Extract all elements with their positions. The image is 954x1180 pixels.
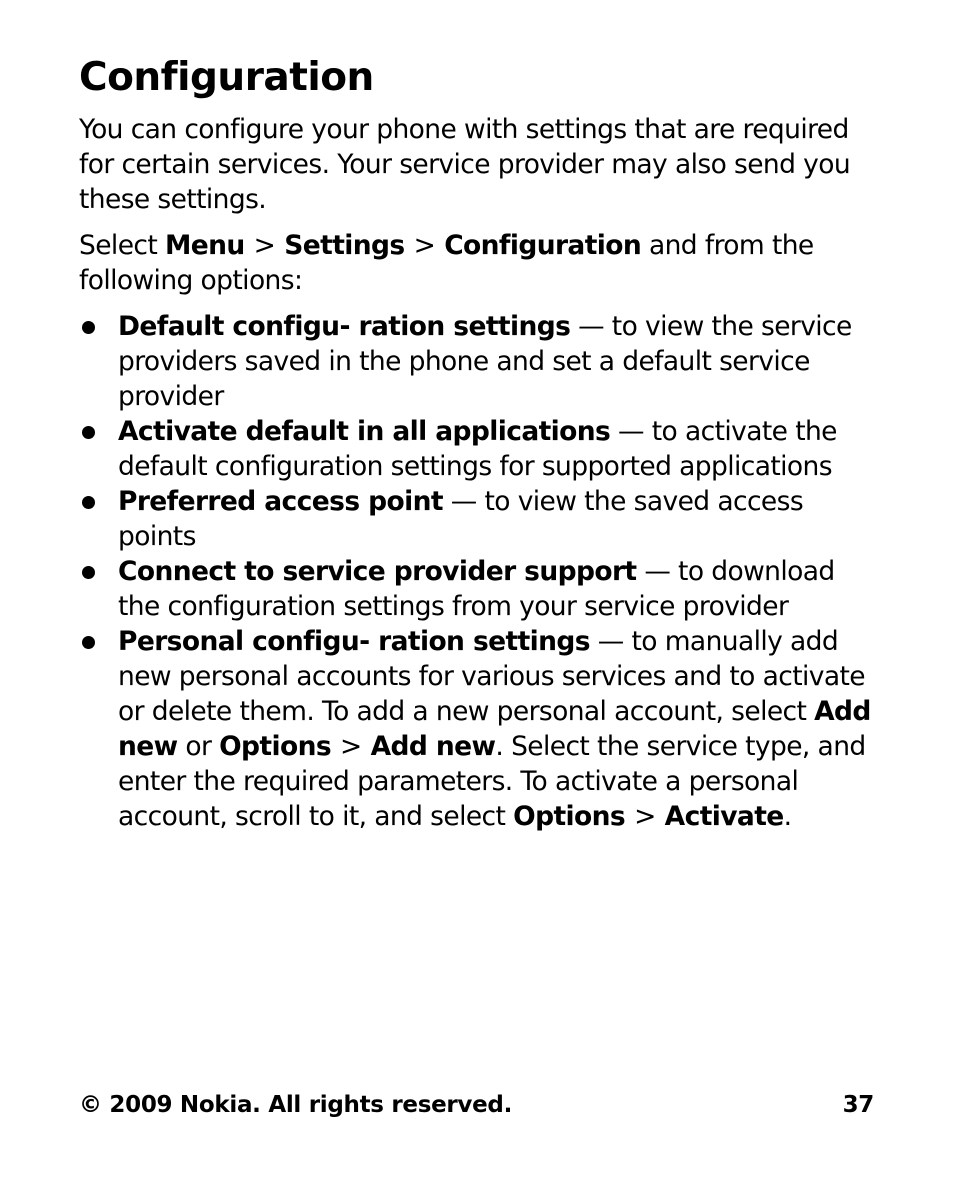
path-separator: > [634,801,656,832]
select-suffix: and from the following options: [79,230,814,296]
menu-path-add-new: Add new [118,696,871,762]
menu-path-configuration: Configuration [444,230,642,261]
menu-path-menu: Menu [164,230,245,261]
menu-path-activate: Activate [664,801,784,832]
manual-page [79,52,879,834]
page-footer [79,1088,874,1122]
option-description: — to download the configuration settings from your service provider [118,556,835,622]
option-description: — to manually add new personal accounts for various services and to activate or delete them. To add a new personal account, select [118,626,865,727]
option-description-cont: . Select the service type, and enter the required parameters. To activate a personal account, scroll to it, and select [118,731,866,832]
menu-path-add-new: Add new [370,731,496,762]
option-title: Preferred access point [118,486,443,517]
list-item [79,484,879,554]
list-item [79,309,879,414]
option-title: Personal configu- ration settings [118,626,590,657]
menu-path-settings: Settings [284,230,405,261]
bullet-icon [82,321,95,334]
option-title: Activate default in all applications [118,416,611,447]
list-item [79,624,879,834]
option-description: — to view the service providers saved in the phone and set a default service provider [118,311,852,412]
option-title: Connect to service provider support [118,556,637,587]
list-item [79,414,879,484]
navigation-instruction [79,228,879,298]
intro-paragraph: You can configure your phone with settings that are required for certain services. Your service provider may also send you these settings. [79,114,851,215]
bullet-icon [82,636,95,649]
option-description: — to view the saved access points [118,486,804,552]
path-separator: > [340,731,362,762]
bullet-icon [82,496,95,509]
path-separator: > [253,230,276,261]
page-title: Configuration [79,55,374,100]
options-list [79,309,879,834]
option-description: — to activate the default configuration settings for supported applications [118,416,837,482]
page-number: 37 [842,1092,874,1118]
copyright-notice: © 2009 Nokia. All rights reserved. [79,1092,513,1118]
list-item [79,554,879,624]
or-text: or [185,731,212,762]
path-separator: > [413,230,436,261]
sentence-end: . [783,801,792,832]
menu-path-options: Options [513,801,626,832]
option-title: Default configu- ration settings [118,311,571,342]
select-prefix: Select [79,230,158,261]
bullet-icon [82,566,95,579]
menu-path-options: Options [219,731,332,762]
bullet-icon [82,426,95,439]
